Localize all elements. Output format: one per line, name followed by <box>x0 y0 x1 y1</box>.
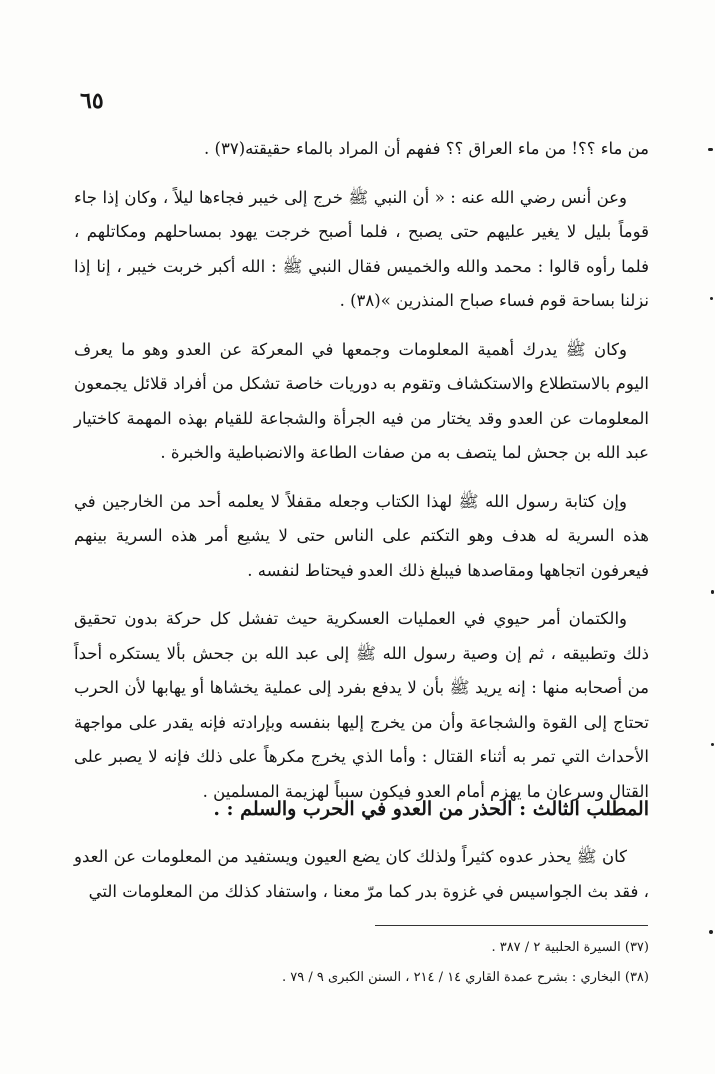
text-after-heading <box>74 840 649 923</box>
paragraph-2: وعن أنس رضي الله عنه : « أن النبي ﷺ خرج إلى خيبر فجاءها ليلاً ، وكان إذا جاء قوماً بليل لا يغير عليهم حتى يصبح ، فلما أصبح خرجت يهود بمساحلهم ومكاتلهم ، فلما رأوه قالوا : محمد والله والخميس فقال النبي ﷺ : الله أكبر خربت خيبر ، إنا إذا نزلنا بساحة قوم فساء صباح المنذرين »(٣٨) . <box>74 187 649 310</box>
scan-mark <box>708 148 713 151</box>
paragraph-5: والكتمان أمر حيوي في العمليات العسكرية حيث تفشل كل حركة بدون تحقيق ذلك وتطبيقه ، ثم إن وصية رسول الله ﷺ إلى عبد الله بن جحش بألا يستكره أحداً من أصحابه منها : إنه يريد ﷺ بأن لا يدفع بفرد إلى عملية يخشاها أو يهابها لأن الحرب تحتاج إلى القوة والشجاعة وأن من يخرج إليها بنفسه وبإرادته فإنه يقدر على مواجهة الأحداث التي تمر به أثناء القتال : وأما الذي يخرج مكرهاً على ذلك فإنه لا يصبر على القتال وسرعان ما يهزم أمام العدو فيكون سبباً لهزيمة المسلمين . <box>74 609 649 801</box>
paragraph-4: وإن كتابة رسول الله ﷺ لهذا الكتاب وجعله مقفلاً لا يعلمه أحد من الخارجين في هذه السرية له هدف وهو التكتم على الناس حتى لا يشيع أمر هذه السرية بينهم فيعرفون اتجاهها ومقاصدها فيبلغ ذلك العدو فيحتاط لنفسه . <box>74 491 649 580</box>
paragraph-3: وكان ﷺ يدرك أهمية المعلومات وجمعها في المعركة عن العدو وهو ما يعرف اليوم بالاستطلاع والاستكشاف وتقوم به دوريات خاصة تشكل من أفراد قلائل يجمعون المعلومات عن العدو وقد يختار من فيه الجرأة والشجاعة للقيام بهذه المهمة كاختيار عبد الله بن جحش لما يتصف به من صفات الطاعة والانضباطية والخبرة . <box>74 339 649 462</box>
page-number: ٦٥ <box>80 88 104 114</box>
footnote-rule <box>375 925 648 926</box>
scan-mark <box>710 297 713 300</box>
main-text <box>74 132 649 823</box>
scan-mark <box>711 743 714 746</box>
footnote-37: (٣٧) السيرة الحلبية ٢ / ٣٨٧ . <box>491 940 649 955</box>
paragraph-6: كان ﷺ يحذر عدوه كثيراً ولذلك كان يضع العيون ويستفيد من المعلومات عن العدو ، فقد بث الجواسيس في غزوة بدر كما مرّ معنا ، واستفاد كذلك من المعلومات التي <box>74 847 649 901</box>
scan-mark <box>711 590 714 594</box>
section-heading: المطلب الثالث : الحذر من العدو في الحرب والسلم : . <box>213 798 649 820</box>
footnote-38: (٣٨) البخاري : بشرح عمدة القاري ١٤ / ٢١٤ ، السنن الكبرى ٩ / ٧٩ . <box>281 970 649 985</box>
paragraph-1: من ماء ؟؟! من ماء العراق ؟؟ ففهم أن المراد بالماء حقيقته(٣٧) . <box>204 139 649 158</box>
scan-mark <box>709 930 713 934</box>
